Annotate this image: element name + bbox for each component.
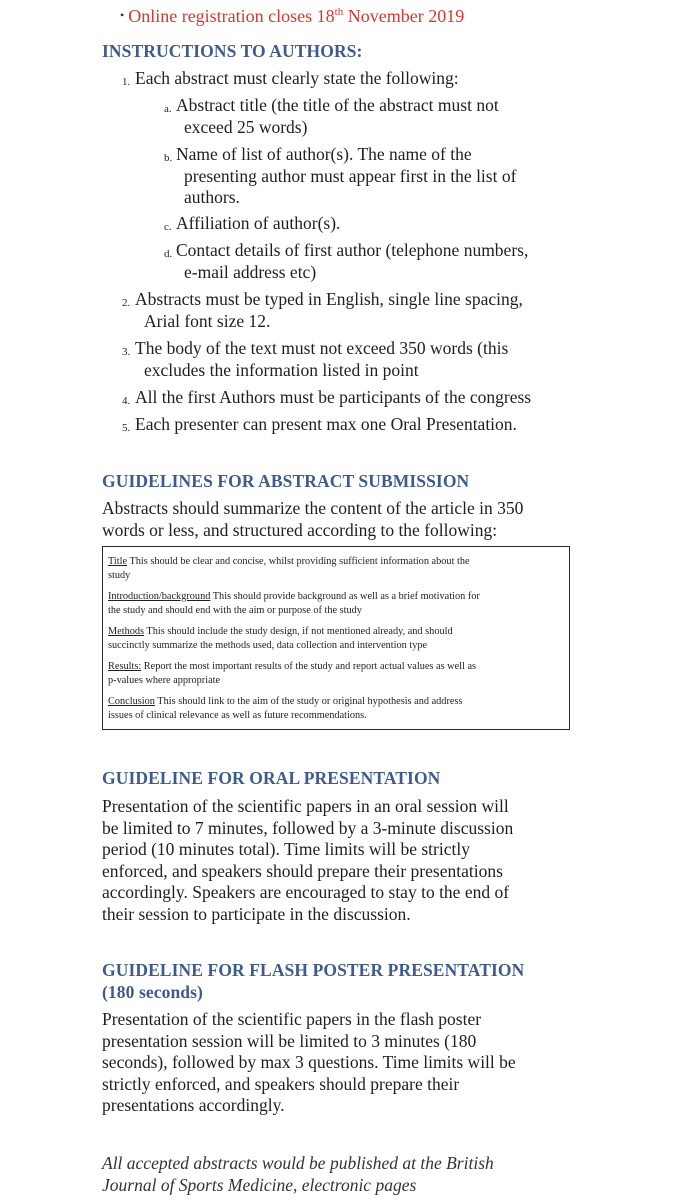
entry-text: Report the most important results of the study and report actual values as well as: [141, 661, 477, 672]
structure-entry-introduction: [108, 590, 563, 618]
entry-term: Methods: [108, 626, 145, 637]
sub-marker: a.: [164, 103, 172, 115]
list-item-text: Abstracts must be typed in English, single line spacing,: [135, 289, 523, 309]
entry-text: p-values where appropriate: [108, 675, 221, 686]
entry-text: This should provide background as well as a brief motivation for: [210, 591, 480, 602]
paragraph-line: presentations accordingly.: [102, 1095, 285, 1115]
list-item-text: Each presenter can present max one Oral Presentation.: [135, 414, 517, 434]
instructions-heading: INSTRUCTIONS TO AUTHORS:: [102, 41, 363, 61]
flash-poster-heading: GUIDELINE FOR FLASH POSTER PRESENTATION: [102, 960, 525, 980]
registration-text-end: November 2019: [343, 6, 465, 26]
paragraph-line: seconds), followed by max 3 questions. Time limits will be: [102, 1052, 516, 1072]
publication-note-line2: Journal of Sports Medicine, electronic pages: [102, 1175, 417, 1195]
sub-item-line: exceed 25 words): [184, 116, 308, 137]
sub-item-line: e-mail address etc): [184, 261, 317, 282]
list-marker: 4.: [122, 395, 131, 407]
sub-item-line: Contact details of first author (telephone numbers,: [176, 240, 529, 260]
bullet: •: [120, 8, 125, 22]
list-marker: 2.: [122, 297, 131, 309]
list-marker: 1.: [122, 76, 131, 88]
oral-presentation-heading: GUIDELINE FOR ORAL PRESENTATION: [102, 768, 441, 788]
abstract-structure-box: [102, 546, 570, 730]
sub-marker: d.: [164, 248, 173, 260]
abstract-intro-line: Abstracts should summarize the content of the article in 350: [102, 498, 524, 518]
paragraph-line: accordingly. Speakers are encouraged to stay to the end of: [102, 882, 510, 902]
sub-item-line: Abstract title (the title of the abstract must not: [176, 95, 499, 115]
entry-text: This should link to the aim of the study or original hypothesis and address: [154, 696, 463, 707]
paragraph-line: Presentation of the scientific papers in the flash poster: [102, 1009, 482, 1029]
list-marker: 5.: [122, 422, 131, 434]
structure-entry-results: [108, 660, 563, 688]
registration-text: Online registration closes 18: [128, 6, 335, 26]
entry-text: study: [108, 570, 131, 581]
sub-marker: b.: [164, 152, 173, 164]
entry-text: This should be clear and concise, whilst providing sufficient information about the: [127, 556, 470, 567]
list-item-text: The body of the text must not exceed 350 words (this: [135, 338, 509, 358]
list-item-text: Arial font size 12.: [144, 310, 271, 331]
list-item-text: excludes the information listed in point: [144, 359, 419, 380]
paragraph-line: presentation session will be limited to 3 minutes (180: [102, 1030, 477, 1051]
list-item-text: All the first Authors must be participants of the congress: [135, 387, 532, 407]
registration-superscript: th: [334, 6, 344, 18]
abstract-guidelines-heading: GUIDELINES FOR ABSTRACT SUBMISSION: [102, 471, 470, 491]
entry-text: the study and should end with the aim or purpose of the study: [108, 605, 362, 616]
paragraph-line: Presentation of the scientific papers in an oral session will: [102, 796, 509, 816]
list-marker: 3.: [122, 346, 131, 358]
entry-text: succinctly summarize the methods used, data collection and intervention type: [108, 640, 428, 651]
sub-marker: c.: [164, 221, 172, 233]
entry-term: Results:: [108, 661, 142, 672]
sub-item-line: authors.: [184, 187, 240, 207]
entry-text: issues of clinical relevance as well as future recommendations.: [108, 710, 367, 721]
structure-entry-title: [108, 555, 563, 583]
sub-item-line: Affiliation of author(s).: [176, 213, 341, 233]
flash-poster-subheading: (180 seconds): [102, 982, 203, 1002]
structure-entry-conclusion: [108, 695, 563, 723]
entry-term: Conclusion: [108, 696, 155, 707]
entry-term: Introduction/background: [108, 591, 211, 602]
sub-item-line: presenting author must appear first in the list of: [184, 165, 517, 186]
entry-term: Title: [108, 556, 128, 567]
paragraph-line: their session to participate in the discussion.: [102, 903, 411, 924]
paragraph-line: period (10 minutes total). Time limits will be strictly: [102, 839, 470, 859]
sub-item-line: Name of list of author(s). The name of the: [176, 144, 472, 164]
registration-deadline: [120, 6, 464, 27]
structure-entry-methods: [108, 625, 563, 653]
publication-note: All accepted abstracts would be published at the British: [102, 1153, 494, 1173]
paragraph-line: be limited to 7 minutes, followed by a 3-minute discussion: [102, 817, 514, 838]
paragraph-line: strictly enforced, and speakers should prepare their: [102, 1073, 460, 1094]
abstract-intro-line: words or less, and structured according to the following:: [102, 519, 498, 540]
paragraph-line: enforced, and speakers should prepare their presentations: [102, 860, 503, 881]
list-item-text: Each abstract must clearly state the following:: [135, 68, 459, 88]
entry-text: This should include the study design, if not mentioned already, and should: [144, 626, 453, 637]
